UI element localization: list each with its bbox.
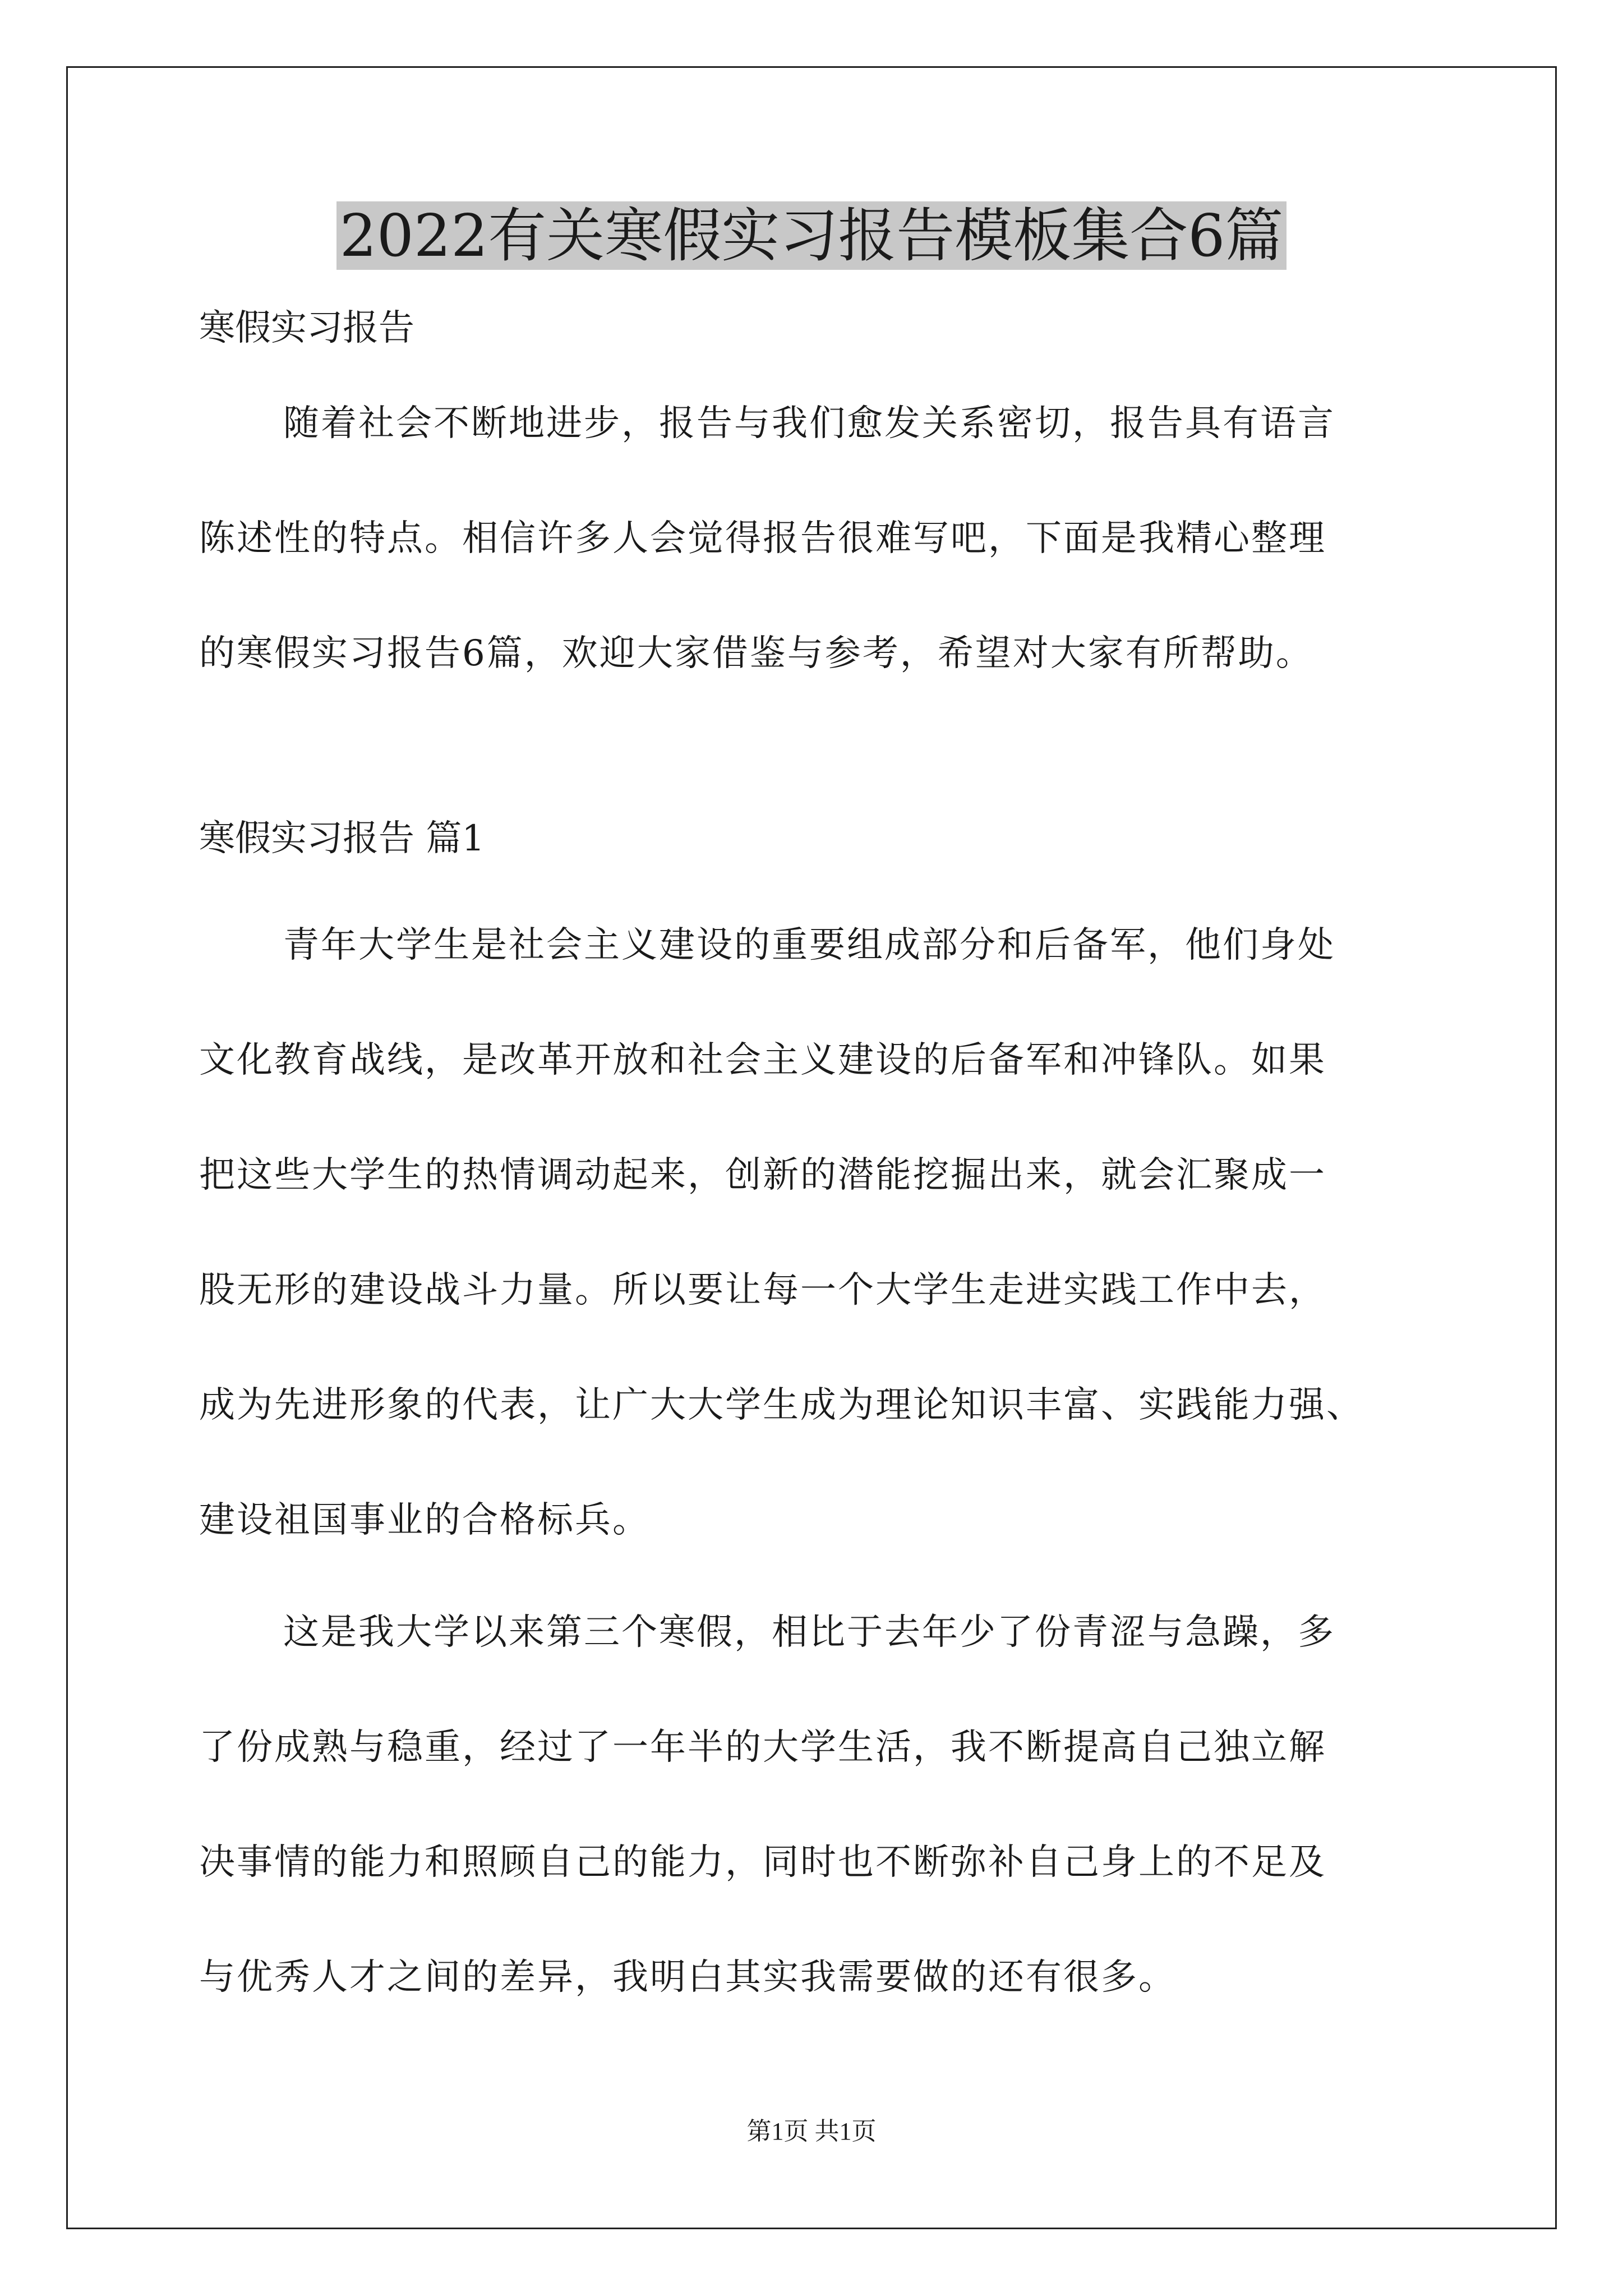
paragraph-line: 文化教育战线，是改革开放和社会主义建设的后备军和冲锋队。如果 [199, 1039, 1326, 1081]
section1-heading: 寒假实习报告 篇1 [199, 818, 485, 859]
paragraph-line: 青年大学生是社会主义建设的重要组成部分和后备军，他们身处 [283, 924, 1335, 966]
section1-paragraph-1 [199, 923, 1489, 1543]
paragraph-line: 这是我大学以来第三个寒假，相比于去年少了份青涩与急躁，多 [283, 1612, 1335, 1653]
paragraph-line: 了份成熟与稳重，经过了一年半的大学生活，我不断提高自己独立解 [199, 1727, 1326, 1768]
intro-line: 的寒假实习报告6篇，欢迎大家借鉴与参考，希望对大家有所帮助。 [199, 633, 1313, 674]
document-title-text: 2022有关寒假实习报告模板集合6篇 [336, 201, 1287, 270]
intro-line: 陈述性的特点。相信许多人会觉得报告很难写吧，下面是我精心整理 [199, 518, 1326, 559]
intro-paragraph [199, 401, 1489, 676]
paragraph-line: 与优秀人才之间的差异，我明白其实我需要做的还有很多。 [199, 1957, 1176, 1998]
paragraph-line: 成为先进形象的代表，让广大大学生成为理论知识丰富、实践能力强、 [199, 1384, 1364, 1426]
intro-line: 随着社会不断地进步，报告与我们愈发关系密切，报告具有语言 [283, 403, 1335, 444]
page-footer: 第1页 共1页 [746, 2118, 877, 2145]
paragraph-line: 股无形的建设战斗力量。所以要让每一个大学生走进实践工作中去， [199, 1269, 1326, 1311]
document-body [199, 306, 1489, 2000]
paragraph-line: 建设祖国事业的合格标兵。 [199, 1499, 650, 1541]
paragraph-line: 把这些大学生的热情调动起来，创新的潜能挖掘出来，就会汇聚成一 [199, 1154, 1326, 1196]
section1-paragraph-2 [199, 1610, 1489, 2000]
paragraph-line: 决事情的能力和照顾自己的能力，同时也不断弥补自己身上的不足及 [199, 1842, 1326, 1883]
intro-heading: 寒假实习报告 [199, 307, 414, 349]
document-title [0, 196, 1623, 275]
